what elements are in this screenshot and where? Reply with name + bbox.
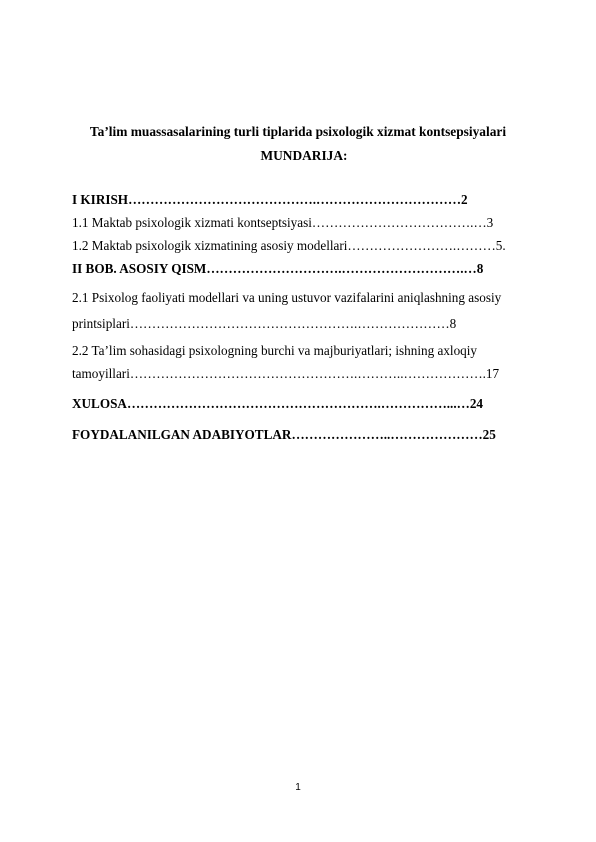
document-title: Ta’lim muassasalarining turli tiplarida psixologik xizmat kontsepsiyalari xyxy=(89,124,507,139)
toc-entry-adabiyotlar: FOYDALANILGAN ADABIYOTLAR…………………..…………………25 xyxy=(72,427,496,442)
page-number: 1 xyxy=(295,782,301,793)
toc-entry-2-2-line1: 2.2 Ta’lim sohasidagi psixologning burchi va majburiyatlari; ishning axloqiy xyxy=(72,343,478,358)
toc-entry-xulosa: XULOSA………………………………………………….……………...…24 xyxy=(72,396,484,411)
toc-entry-ii-bob: II BOB. ASOSIY QISM………………………….……………………….…8 xyxy=(72,261,484,276)
toc-entry-1-2: 1.2 Maktab psixologik xizmatining asosiy modellari…………………….………5. xyxy=(72,238,506,253)
toc-entry-2-2-line2: tamoyillari…………………………………………….………..……………….17 xyxy=(72,366,500,381)
toc-entry-2-1-line1: 2.1 Psixolog faoliyati modellari va uning ustuvor vazifalarini aniqlashning asosiy xyxy=(72,290,502,305)
toc-entry-1-1: 1.1 Maktab psixologik xizmati kontseptsiyasi……………………………….…3 xyxy=(72,215,494,230)
toc-entry-kirish: I KIRISH…………………………………….……………………………2 xyxy=(72,192,468,207)
toc-entry-2-1-line2: printsiplari…………………………………………….…………………8 xyxy=(72,316,457,331)
toc-heading: MUNDARIJA: xyxy=(260,148,348,163)
